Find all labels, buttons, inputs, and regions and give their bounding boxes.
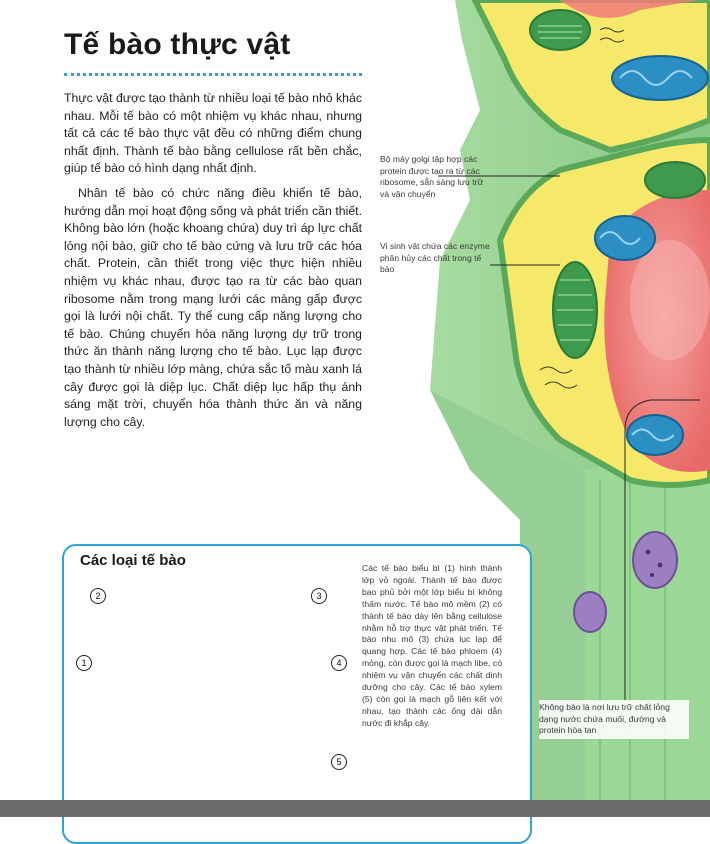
cell-types-title: Các loại tế bào: [80, 552, 186, 569]
number-badge-1: 1: [76, 655, 92, 671]
title-divider: [64, 73, 362, 76]
page-title: Tế bào thực vật: [64, 28, 291, 61]
cell-types-description: Các tế bào biểu bì (1) hình thành lớp vỏ ngoài. Thành tế bào được bao phủ bởi một lớp biểu bì không thấm nước. Tế bào mô mềm (2) có thành tế bào dày lên bằng cellulose nhằm hỗ trợ thực vật phát triển. Tế bào nhu mô (3) chứa lục lạp để quang hợp. Các tế bào phloem (4) mỏng, còn được gọi là mạch libe, có nhiệm vụ vận chuyển các chất dinh dưỡng cho cây. Các tế bào xylem (5) còn gọi là mạch gỗ liên kết với nhau, tạo thành các ống dài dẫn nước đi khắp cây.: [362, 563, 502, 728]
number-badge-3: 3: [311, 588, 327, 604]
paragraph-1: Thực vật được tạo thành từ nhiều loại tế bào nhỏ khác nhau. Mỗi tế bào có một nhiệm vụ khác nhau, nhưng tất cả các tế bào thực vật đều có những điểm chung nhất định. Thành tế bào bằng cellulose rất bền chắc, giúp tế bào có hình dạng nhất định.: [64, 91, 363, 176]
callout-enzyme: Vi sinh vật chứa các enzyme phân hủy các chất trong tế bào: [380, 241, 490, 275]
number-badge-4: 4: [331, 655, 347, 671]
bottom-scroll-band: [0, 800, 710, 817]
callout-golgi: Bộ máy golgi tập hợp các protein được tạo ra từ các ribosome, sẵn sàng lưu trữ và vận chuyển: [380, 154, 484, 199]
intro-text: [64, 90, 362, 431]
number-badge-5: 5: [331, 754, 347, 770]
callout-vacuole: Không bào là nơi lưu trữ chất lỏng dạng nước chứa muối, đường và protein hòa tan: [539, 700, 689, 739]
paragraph-2: Nhân tế bào có chức năng điều khiển tế bào, hướng dẫn mọi hoạt động sống và phát triển cần thiết. Không bào lớn (hoặc khoang chứa) duy trì áp lực chất lỏng nội bào, giữ cho tế bào cứng và lưu trữ các hóa chất. Protein, cần thiết trong việc thực hiện nhiều nhiệm vụ khác nhau, được tạo ra từ các bào quan ribosome nằm trong mạng lưới các màng gấp được gọi là lưới nội chất. Ty thể cung cấp năng lượng cho tế bào. Chúng chuyển hóa năng lượng dự trữ trong thức ăn thành năng lượng cho tế bào. Lục lạp được tạo thành từ nhiều lớp màng, chứa sắc tố màu xanh lá cây được gọi là diệp lục. Chất diệp lục hấp thụ ánh sáng mặt trời, chuyển hóa thành thức ăn và năng lượng cho cây.: [64, 185, 362, 429]
number-badge-2: 2: [90, 588, 106, 604]
